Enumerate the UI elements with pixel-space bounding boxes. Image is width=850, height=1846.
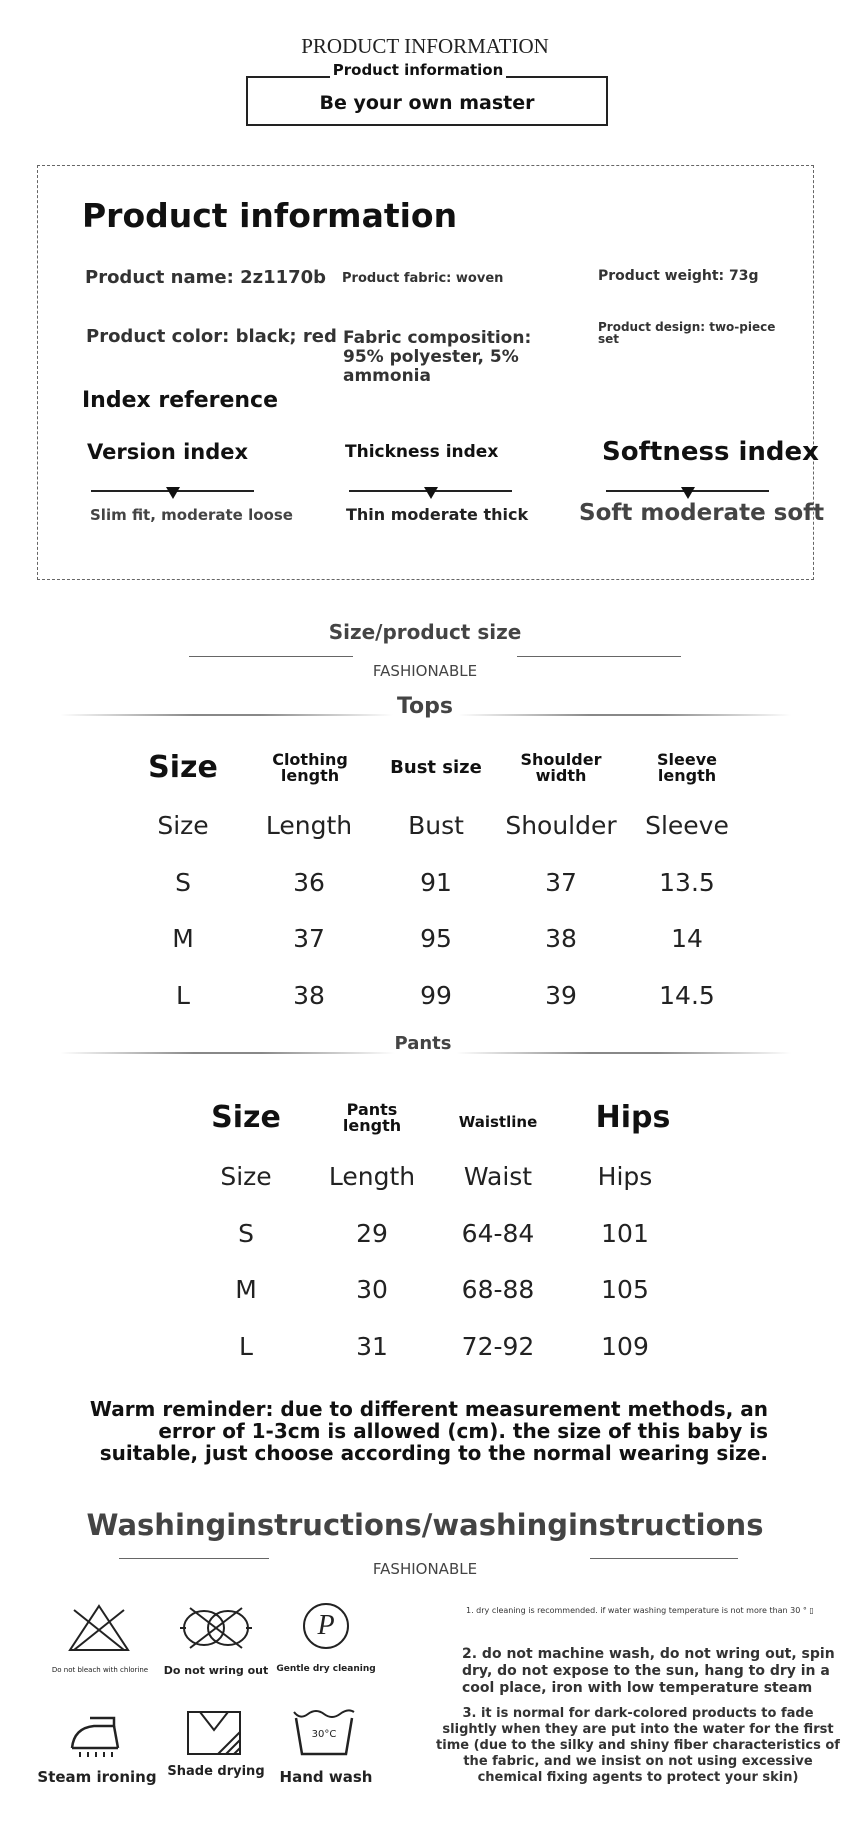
- tops-cell: 14.5: [659, 981, 715, 1010]
- pants-header-hips: Hips: [595, 1100, 671, 1135]
- pants-cell: 68-88: [461, 1275, 535, 1304]
- pants-subheader-size: Size: [220, 1162, 272, 1191]
- hand-wash-icon: [292, 1708, 356, 1762]
- tops-cell: 37: [293, 924, 325, 953]
- product-design: Product design: two-piece set: [598, 320, 776, 346]
- no-wring-icon: [176, 1606, 256, 1654]
- tops-header-size: Size: [148, 750, 218, 785]
- size-rule-left: [189, 656, 353, 657]
- pants-rule-right: [456, 1052, 791, 1054]
- dry-clean-symbol: P: [317, 1610, 335, 1641]
- pants-cell: S: [238, 1219, 254, 1248]
- tops-header-shoulder: Shoulder width: [520, 750, 602, 785]
- version-index-heading: Version index: [87, 440, 249, 464]
- tops-cell: 91: [420, 868, 452, 897]
- tops-subheader-shoulder: Shoulder: [505, 811, 617, 840]
- tops-cell: S: [175, 868, 191, 897]
- pants-subheader-length: Length: [328, 1162, 416, 1191]
- steam-iron-label: Steam ironing: [37, 1768, 157, 1786]
- tops-header-bust: Bust size: [390, 757, 482, 778]
- no-wring-label: Do not wring out: [163, 1664, 269, 1677]
- warm-reminder: Warm reminder: due to different measurement methods, an error of 1-3cm is allowed (cm). the size of this baby is suitable, just choose according to the normal wearing size.: [89, 1397, 768, 1465]
- tops-cell: M: [172, 924, 194, 953]
- index-reference-heading: Index reference: [82, 388, 279, 413]
- tops-cell: 13.5: [659, 868, 715, 897]
- header-subtitle: Product information: [330, 62, 506, 78]
- pants-label: Pants: [394, 1033, 452, 1054]
- tops-rule-right: [458, 714, 791, 716]
- tops-cell: 99: [420, 981, 452, 1010]
- version-index-label: Slim fit, moderate loose: [90, 506, 293, 524]
- product-fabric: Product fabric: woven: [342, 271, 504, 286]
- tops-cell: 36: [293, 868, 325, 897]
- tops-header-sleeve: Sleeve length: [657, 750, 717, 785]
- shade-dry-icon: [184, 1708, 244, 1762]
- pants-header-waist: Waistline: [458, 1113, 538, 1131]
- washing-section-title: Washinginstructions/washinginstructions: [86, 1508, 764, 1542]
- tops-header-length: Clothing length: [272, 750, 348, 785]
- pants-cell: 31: [356, 1332, 388, 1361]
- washing-note-3: 3. it is normal for dark-colored products to fade slightly when they are put into the water for the first time (due to the silky and shiny fiber characteristics of the fabric, and we insist on not using excessive chemical fixing agents to protect your skin): [436, 1706, 840, 1785]
- pants-cell: 101: [601, 1219, 649, 1248]
- pants-rule-left: [60, 1052, 395, 1054]
- tops-cell: 38: [293, 981, 325, 1010]
- no-bleach-icon: [66, 1602, 132, 1658]
- pants-cell: L: [239, 1332, 253, 1361]
- pants-header-length: Pants length: [342, 1100, 402, 1135]
- version-index-marker: [166, 487, 180, 499]
- tops-cell: 39: [545, 981, 577, 1010]
- pants-header-size: Size: [211, 1100, 281, 1135]
- tops-cell: 38: [545, 924, 577, 953]
- tops-cell: L: [176, 981, 190, 1010]
- product-weight: Product weight: 73g: [598, 268, 759, 284]
- washing-rule-left: [119, 1558, 269, 1559]
- washing-section-tagline: FASHIONABLE: [372, 1560, 478, 1578]
- product-info-title: Product information: [82, 196, 458, 235]
- pants-subheader-waist: Waist: [463, 1162, 533, 1191]
- tops-cell: 95: [420, 924, 452, 953]
- steam-iron-icon: [68, 1714, 124, 1762]
- tops-label: Tops: [396, 694, 454, 719]
- softness-index-marker: [681, 487, 695, 499]
- thickness-index-label: Thin moderate thick: [346, 505, 529, 524]
- thickness-index-heading: Thickness index: [345, 442, 499, 462]
- pants-cell: 29: [356, 1219, 388, 1248]
- pants-cell: 72-92: [461, 1332, 535, 1361]
- softness-index-label: Soft moderate soft: [579, 500, 825, 526]
- softness-index-heading: Softness index: [602, 437, 819, 467]
- hand-wash-label: Hand wash: [279, 1768, 373, 1786]
- tops-subheader-size: Size: [157, 811, 209, 840]
- pants-cell: 64-84: [461, 1219, 535, 1248]
- pants-cell: 30: [356, 1275, 388, 1304]
- header-tagline: Be your own master: [319, 92, 535, 114]
- product-color: Product color: black; red: [86, 326, 337, 347]
- washing-rule-right: [590, 1558, 738, 1559]
- pants-subheader-hips: Hips: [597, 1162, 653, 1191]
- washing-note-1: 1. dry cleaning is recommended. if water washing temperature is not more than 30 ° ▯: [466, 1606, 814, 1615]
- tops-subheader-bust: Bust: [408, 811, 464, 840]
- tops-cell: 14: [671, 924, 703, 953]
- tops-subheader-length: Length: [265, 811, 353, 840]
- dry-clean-label: Gentle dry cleaning: [276, 1664, 376, 1674]
- tops-subheader-sleeve: Sleeve: [645, 811, 729, 840]
- tops-rule-left: [60, 714, 393, 716]
- fabric-composition: Fabric composition: 95% polyester, 5% ammonia: [343, 328, 532, 386]
- pants-cell: 109: [601, 1332, 649, 1361]
- washing-note-2: 2. do not machine wash, do not wring out, spin dry, do not expose to the sun, hang to dry in a cool place, iron with low temperature steam: [462, 1646, 835, 1696]
- no-bleach-label: Do not bleach with chlorine: [51, 1666, 149, 1674]
- thickness-index-marker: [424, 487, 438, 499]
- size-section-title: Size/product size: [328, 620, 522, 644]
- pants-cell: M: [235, 1275, 257, 1304]
- size-rule-right: [517, 656, 681, 657]
- tops-cell: 37: [545, 868, 577, 897]
- shade-dry-label: Shade drying: [167, 1764, 265, 1779]
- hand-wash-temperature: 30°C: [311, 1729, 337, 1740]
- product-name: Product name: 2z1170b: [85, 267, 327, 288]
- size-section-tagline: FASHIONABLE: [372, 662, 478, 680]
- page-header-title: PRODUCT INFORMATION: [301, 34, 549, 58]
- dry-clean-icon: [303, 1603, 349, 1649]
- pants-cell: 105: [601, 1275, 649, 1304]
